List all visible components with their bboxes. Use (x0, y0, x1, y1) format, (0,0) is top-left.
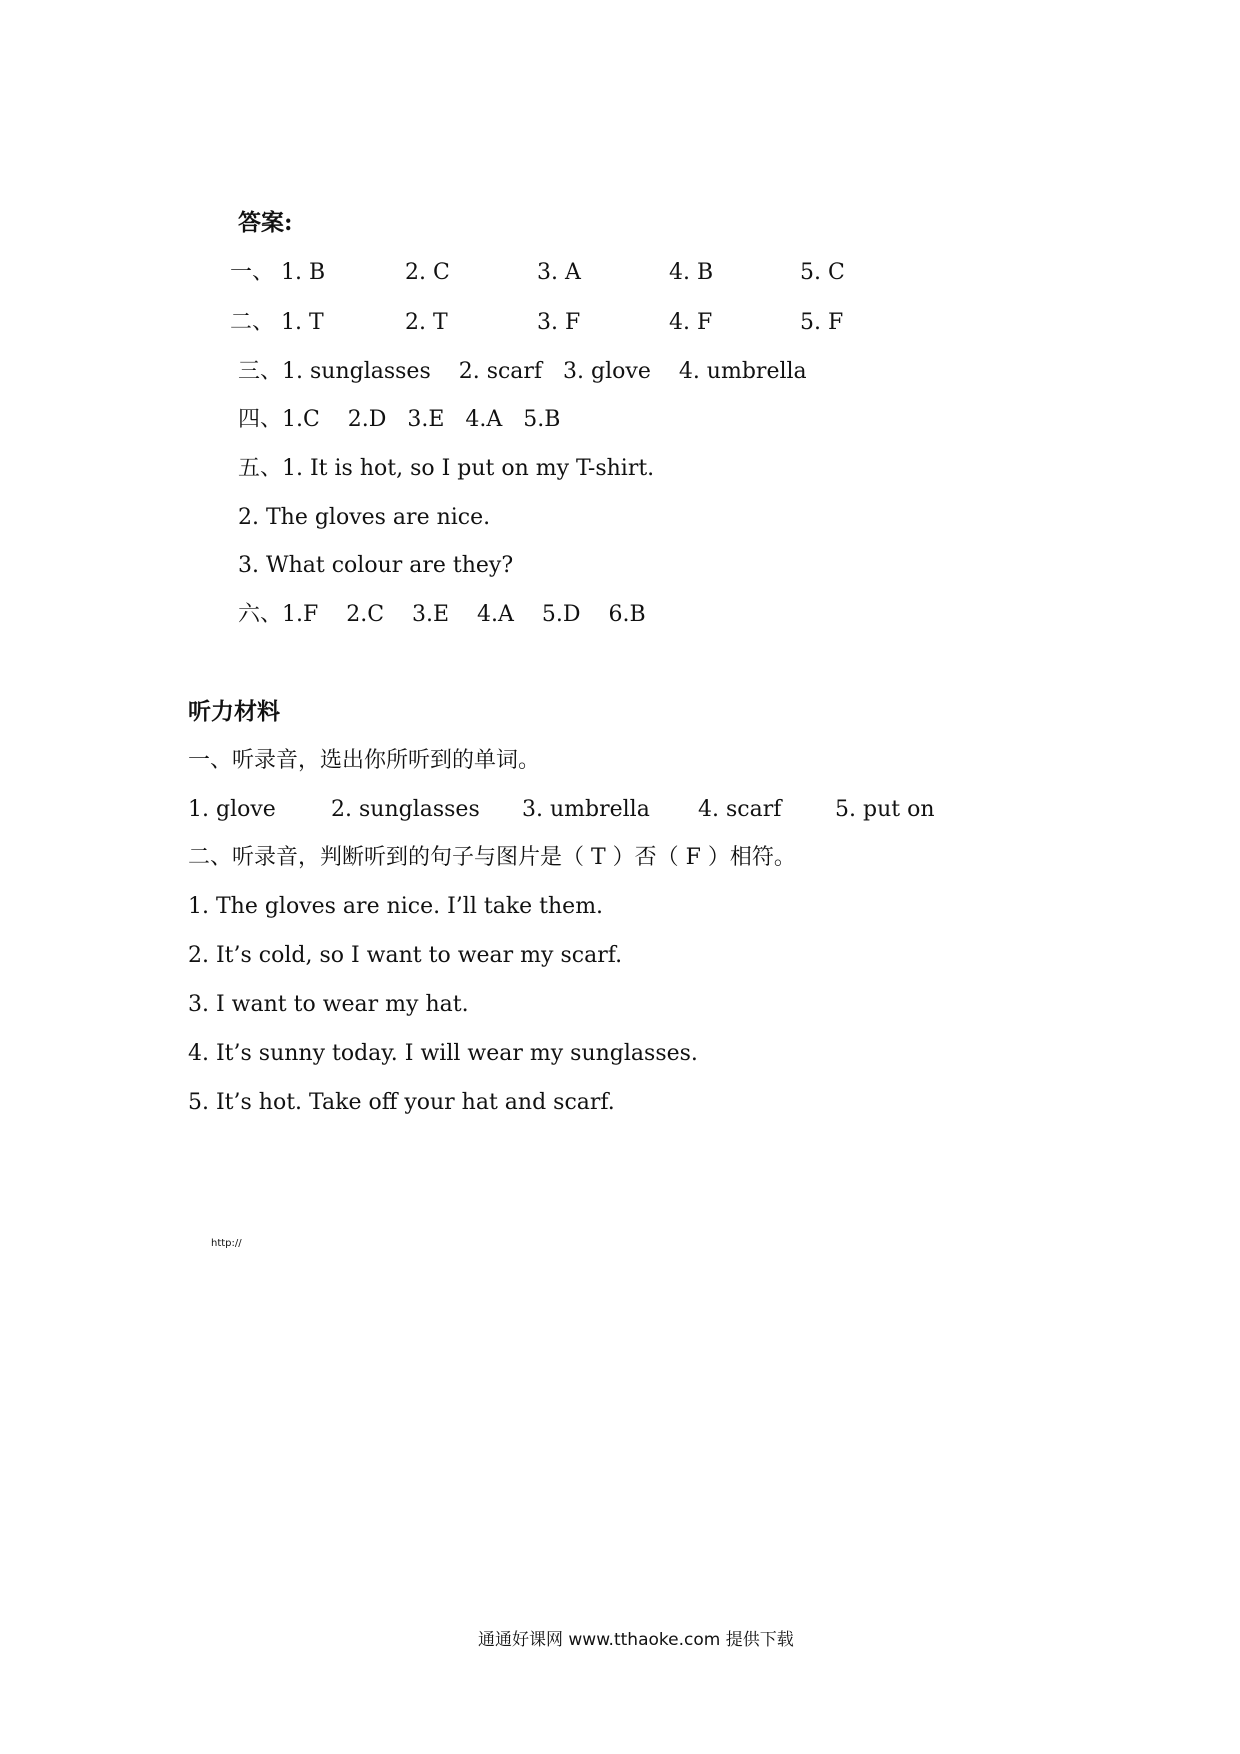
section-1-item: 3. A (537, 260, 581, 285)
listening-title: 听力材料 (188, 698, 280, 725)
listening-sentence: 2. It’s cold, so I want to wear my scarf. (188, 943, 623, 968)
listening-word: 2. sunglasses (331, 797, 480, 822)
answers-section-5-line-1: 五、1. It is hot, so I put on my T-shirt. (238, 456, 655, 481)
answers-section-6: 六、1.F 2.C 3.E 4.A 5.D 6.B (238, 602, 646, 627)
listening-word: 5. put on (835, 797, 935, 822)
section-2-item: 3. F (537, 310, 581, 335)
section-2-item: 4. F (669, 310, 713, 335)
answers-section-3: 三、1. sunglasses 2. scarf 3. glove 4. umbrella (238, 359, 807, 384)
listening-part-1-instruction: 一、听录音，选出你所听到的单词。 (188, 748, 541, 773)
listening-sentence: 1. The gloves are nice. I’ll take them. (188, 894, 604, 919)
section-1-item: 4. B (669, 260, 714, 285)
listening-sentence: 3. I want to wear my hat. (188, 992, 469, 1017)
answers-section-5-line-3: 3. What colour are they? (238, 553, 514, 578)
listening-word: 4. scarf (698, 797, 782, 822)
section-1-item: 5. C (800, 260, 845, 285)
section-1-prefix: 一、 (230, 260, 275, 285)
answers-section-5-line-2: 2. The gloves are nice. (238, 505, 491, 530)
footer-credit: 通通好课网 www.tthaoke.com 提供下载 (478, 1630, 794, 1650)
section-2-item: 2. T (405, 310, 448, 335)
listening-part-2-instruction: 二、听录音，判断听到的句子与图片是（ T ）否（ F ）相符。 (188, 845, 796, 870)
answers-title: 答案: (238, 209, 293, 236)
listening-word: 3. umbrella (522, 797, 650, 822)
listening-sentence: 4. It’s sunny today. I will wear my sunglasses. (188, 1041, 698, 1066)
section-2-item: 5. F (800, 310, 844, 335)
section-1-item: 2. C (405, 260, 450, 285)
section-2-item: 1. T (281, 310, 324, 335)
section-1-item: 1. B (281, 260, 326, 285)
section-2-prefix: 二、 (230, 310, 275, 335)
url-stub: http:// (211, 1238, 242, 1249)
listening-sentence: 5. It’s hot. Take off your hat and scarf. (188, 1090, 615, 1115)
answers-section-4: 四、1.C 2.D 3.E 4.A 5.B (238, 407, 561, 432)
listening-word: 1. glove (188, 797, 276, 822)
